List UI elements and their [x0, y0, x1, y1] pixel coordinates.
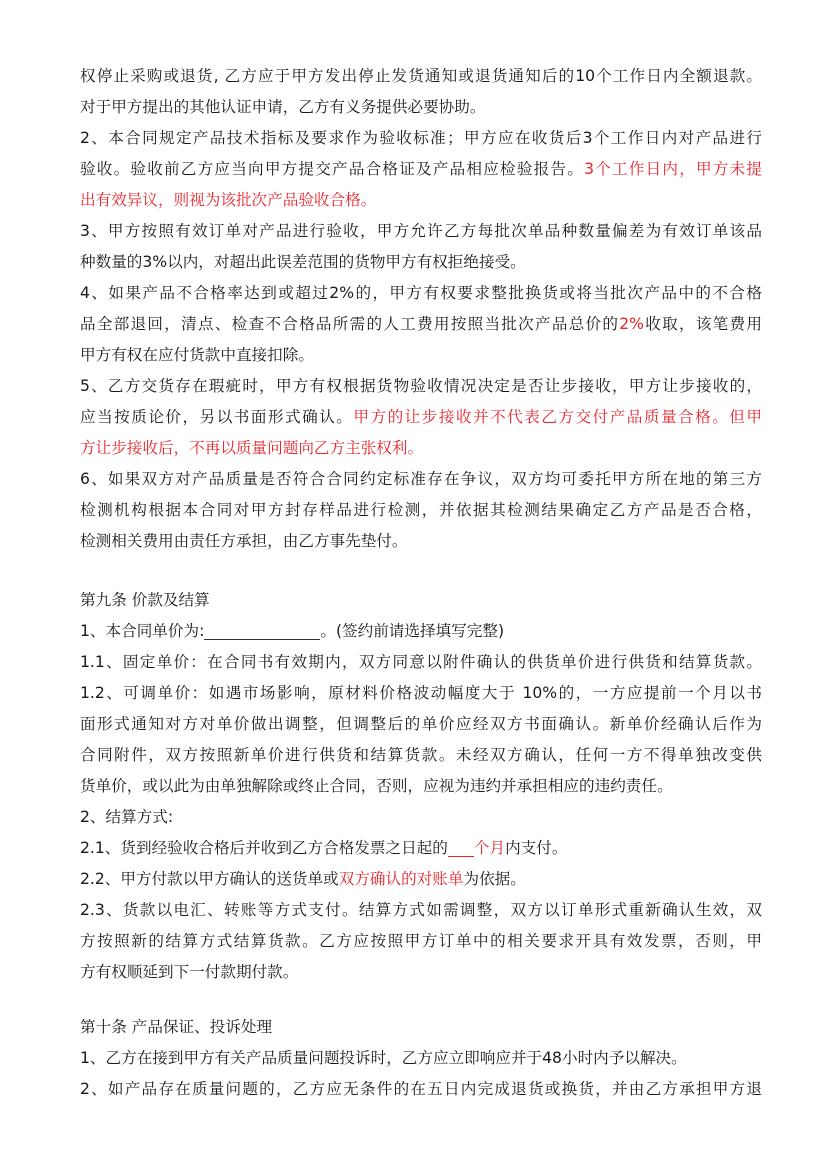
- highlighted-text: 方让步接收后，不再以质量问题向乙方主张权利。: [80, 439, 424, 457]
- text-line: [80, 709, 762, 740]
- text-line: [80, 864, 762, 895]
- highlighted-text: 出有效异议，则视为该批次产品验收合格。: [80, 191, 377, 209]
- text-segment: 第九条 价款及结算: [80, 591, 210, 609]
- text-segment: 2、本合同规定产品技术指标及要求作为验收标准；甲方应在收货后3个工作日内对产品进行: [80, 129, 762, 147]
- text-segment: 检测相关费用由责任方承担，由乙方事先垫付。: [80, 532, 408, 550]
- text-line: [80, 154, 762, 185]
- highlighted-text: 3个工作日内，甲方未提: [584, 160, 762, 178]
- text-line: [80, 895, 762, 926]
- text-line: [80, 278, 762, 309]
- text-segment: 甲方有权在应付货款中直接扣除。: [80, 346, 314, 364]
- text-segment: 2、如产品存在质量问题的，乙方应无条件的在五日内完成退货或换货，并由乙方承担甲方退: [80, 1080, 762, 1098]
- highlighted-text: 双方确认的对账单: [338, 870, 464, 888]
- text-segment: 2.3、货款以电汇、转账等方式支付。结算方式如需调整，双方以订单形式重新确认生效，双: [80, 901, 762, 919]
- text-line: [80, 926, 762, 957]
- text-line: [80, 1043, 762, 1074]
- text-line: [80, 247, 762, 278]
- text-segment: 面形式通知对方对单价做出调整，但调整后的单价应经双方书面确认。新单价经确认后作为: [80, 715, 762, 733]
- text-line: [80, 647, 762, 678]
- text-line: [80, 957, 762, 988]
- highlighted-text: 个月: [473, 839, 506, 857]
- text-segment: 合同附件，双方按照新单价进行供货和结算货款。未经双方确认，任何一方不得单独改变供: [80, 746, 762, 764]
- text-segment: 4、如果产品不合格率达到或超过2%的，甲方有权要求整批换货或将当批次产品中的不合格: [80, 284, 762, 302]
- text-segment: 6、如果双方对产品质量是否符合合同约定标准存在争议，双方均可委托甲方所在地的第三方: [80, 470, 762, 488]
- text-segment: 1、乙方在接到甲方有关产品质量问题投诉时，乙方应立即响应并于48小时内予以解决。: [80, 1049, 687, 1067]
- text-line: [80, 678, 762, 709]
- text-line: [80, 371, 762, 402]
- text-segment: 收取，该笔费用: [644, 315, 762, 333]
- text-segment: 检测机构根据本合同对甲方封存样品进行检测，并依据其检测结果确定乙方产品是否合格，: [80, 501, 762, 519]
- text-line: [80, 802, 762, 833]
- text-line: [80, 585, 762, 616]
- text-line: [80, 495, 762, 526]
- text-line: [80, 740, 762, 771]
- text-line: [80, 1074, 762, 1105]
- clause-9-price-and-settlement: [80, 585, 762, 988]
- text-segment: 验收。验收前乙方应当向甲方提交产品合格证及产品相应检验报告。: [80, 160, 585, 178]
- text-segment: 货单价，或以此为由单独解除或终止合同，否则，应视为违约并承担相应的违约责任。: [80, 777, 673, 795]
- text-segment: 方按照新的结算方式结算货款。乙方应按照甲方订单中的相关要求开具有效发票，否则，甲: [80, 932, 762, 950]
- text-segment: 种数量的3%以内，对超出此误差范围的货物甲方有权拒绝接受。: [80, 253, 526, 271]
- text-line: [80, 92, 762, 123]
- text-segment: 2、结算方式:: [80, 808, 174, 826]
- text-line: [80, 216, 762, 247]
- text-segment: 5、乙方交货存在瑕疵时，甲方有权根据货物验收情况决定是否让步接收，甲方让步接收的，: [80, 377, 762, 395]
- text-line: [80, 616, 762, 647]
- text-segment: 2.1、货到经验收合格后并收到乙方合格发票之日起的: [80, 839, 448, 857]
- text-line: [80, 771, 762, 802]
- text-segment: 。(签约前请选择填写完整): [320, 622, 505, 640]
- clause-10-product-warranty: [80, 1012, 762, 1105]
- text-line: [80, 464, 762, 495]
- text-segment: 3、甲方按照有效订单对产品进行验收，甲方允许乙方每批次单品种数量偏差为有效订单该品: [80, 222, 762, 240]
- text-segment: 第十条 产品保证、投诉处理: [80, 1018, 273, 1036]
- text-line: [80, 1012, 762, 1043]
- text-line: [80, 833, 762, 864]
- text-line: [80, 61, 762, 92]
- clause-8-continued: [80, 61, 762, 557]
- highlighted-text: 甲方的让步接收并不代表乙方交付产品质量合格。但甲: [353, 408, 762, 426]
- text-segment: 为依据。: [463, 870, 526, 888]
- text-line: [80, 340, 762, 371]
- fill-in-blank: [448, 836, 474, 857]
- text-segment: 1、本合同单价为:: [80, 622, 205, 640]
- text-line: [80, 526, 762, 557]
- text-segment: 对于甲方提出的其他认证申请，乙方有义务提供必要协助。: [80, 98, 486, 116]
- text-segment: 应当按质论价，另以书面形式确认。: [80, 408, 354, 426]
- text-line: [80, 402, 762, 433]
- text-segment: 2.2、甲方付款以甲方确认的送货单或: [80, 870, 339, 888]
- text-line: [80, 433, 762, 464]
- fill-in-blank: [204, 619, 320, 640]
- text-segment: 方有权顺延到下一付款期付款。: [80, 963, 299, 981]
- highlighted-text: 2%: [619, 315, 645, 333]
- text-segment: 权停止采购或退货, 乙方应于甲方发出停止发货通知或退货通知后的10个工作日内全额退款。: [80, 67, 762, 85]
- text-line: [80, 123, 762, 154]
- text-segment: 内支付。: [505, 839, 568, 857]
- text-segment: 1.2、可调单价：如遇市场影响，原材料价格波动幅度大于 10%的，一方应提前一个月以书: [80, 684, 762, 702]
- text-line: [80, 309, 762, 340]
- text-segment: 1.1、固定单价：在合同书有效期内，双方同意以附件确认的供货单价进行供货和结算货款。: [80, 653, 762, 671]
- text-line: [80, 185, 762, 216]
- text-segment: 品全部退回，清点、检查不合格品所需的人工费用按照当批次产品总价的: [80, 315, 620, 333]
